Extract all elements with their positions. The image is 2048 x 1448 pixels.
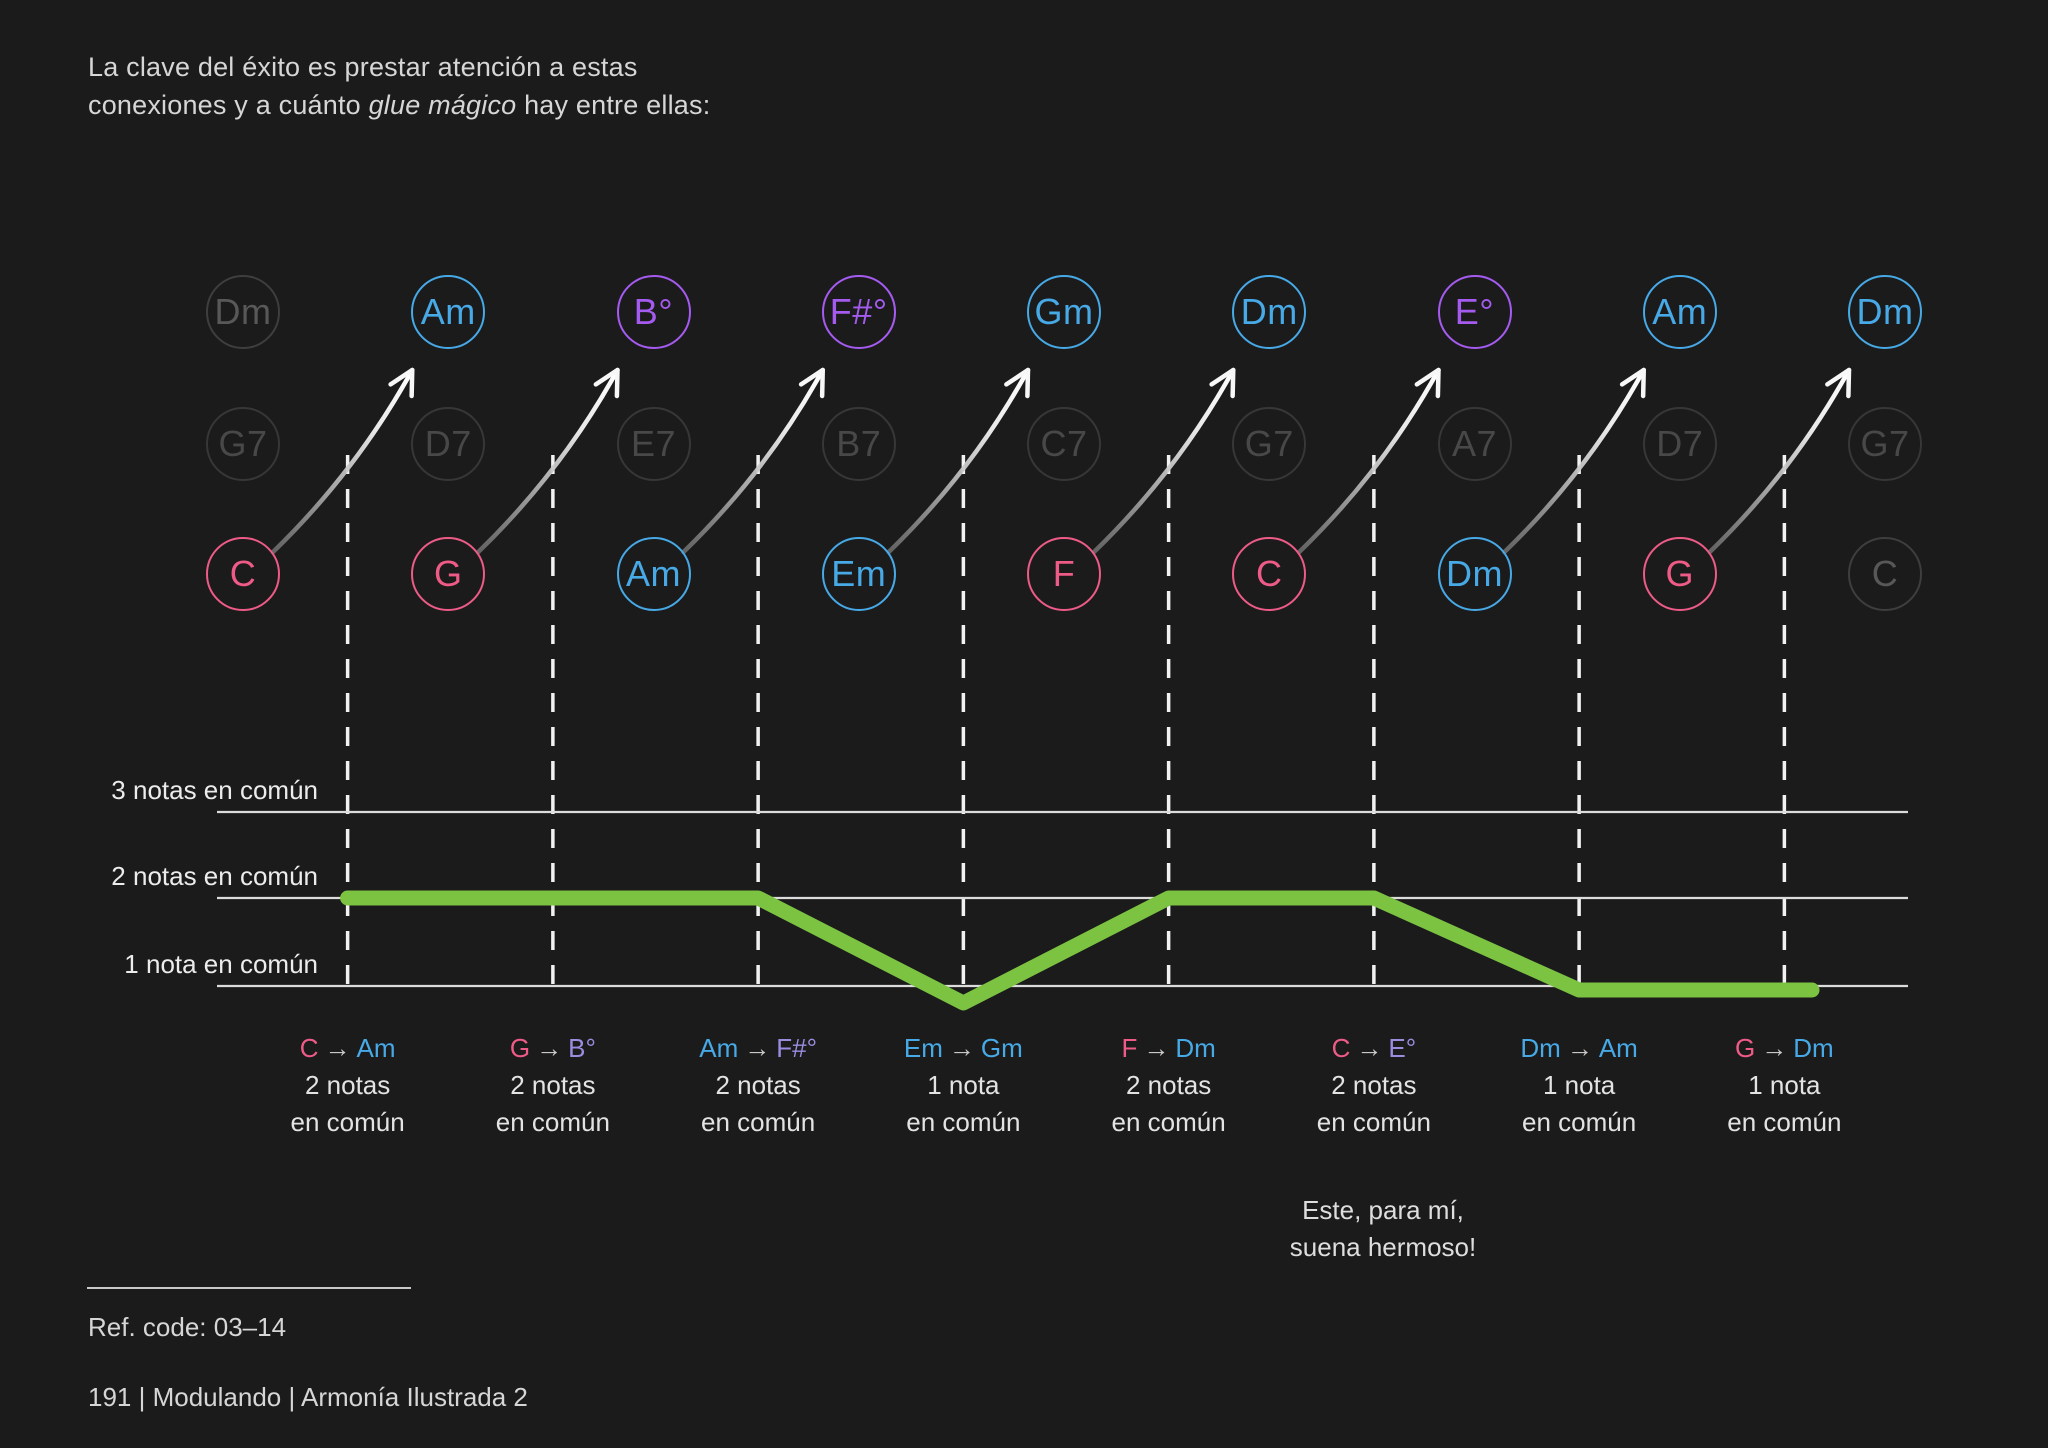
transition-label-4 (904, 1030, 1023, 1141)
transition-count: 2 notas (304, 1070, 391, 1100)
transition-from-chord: C (299, 1033, 319, 1063)
transition-common: en común (1522, 1107, 1637, 1137)
chord-circle-top-col5: Gm (1027, 275, 1101, 349)
chord-circle-bottom-col1: C (206, 537, 280, 611)
transition-label-5 (1112, 1030, 1226, 1141)
transition-arrow-glyph: → (1761, 1033, 1788, 1063)
chord-circle-top-col3: B° (617, 275, 691, 349)
transition-count: 1 nota (1748, 1070, 1821, 1100)
chord-circle-bottom-col7: Dm (1438, 537, 1512, 611)
chord-circle-mid-col4: B7 (822, 407, 896, 481)
transition-arrow-glyph: → (1566, 1033, 1593, 1063)
transition-pair (1112, 1030, 1226, 1067)
transition-count: 2 notas (1331, 1070, 1417, 1100)
transition-count: 2 notas (510, 1070, 596, 1100)
chord-circle-bottom-col6: C (1232, 537, 1306, 611)
chord-circle-top-col4: F#° (822, 275, 896, 349)
transition-to-chord: E° (1388, 1033, 1417, 1063)
chord-circle-mid-col2: D7 (411, 407, 485, 481)
transition-arrow-6 (1299, 370, 1438, 552)
intro-line1: La clave del éxito es prestar atención a estas (88, 52, 638, 82)
transition-from-chord: Dm (1520, 1033, 1561, 1063)
chord-circle-bottom-col5: F (1027, 537, 1101, 611)
transition-from-chord: G (1735, 1033, 1756, 1063)
transition-common: en común (701, 1107, 816, 1137)
transition-label-1 (291, 1030, 405, 1141)
transition-pair (1317, 1030, 1431, 1067)
chord-circle-mid-col8: D7 (1643, 407, 1717, 481)
axis-label-2-notes: 2 notas en común (111, 861, 318, 891)
transition-common: en común (1727, 1107, 1842, 1137)
intro-line2-pre: conexiones y a cuánto (88, 90, 369, 120)
transition-label-8 (1727, 1030, 1841, 1141)
transition-common: en común (906, 1107, 1021, 1137)
transition-arrow-1 (273, 370, 412, 552)
transition-pair (496, 1030, 610, 1067)
chord-circle-mid-col1: G7 (206, 407, 280, 481)
transition-pair (699, 1030, 817, 1067)
footer-book-title: 191 | Modulando | Armonía Ilustrada 2 (88, 1382, 528, 1412)
transition-arrow-glyph: → (536, 1033, 563, 1063)
axis-label-3-notes: 3 notas en común (111, 775, 318, 805)
transition-arrow-4 (889, 370, 1028, 552)
chord-circle-bottom-col4: Em (822, 537, 896, 611)
transition-from-chord: Am (699, 1033, 739, 1063)
transition-pair (1727, 1030, 1841, 1067)
common-notes-line (348, 898, 1812, 1003)
transition-arrow-glyph: → (1356, 1033, 1383, 1063)
transition-count: 1 nota (1542, 1070, 1616, 1100)
footer-ref-code: Ref. code: 03–14 (88, 1312, 287, 1342)
annotation-note (1290, 1192, 1476, 1266)
transition-arrow-8 (1710, 370, 1849, 552)
transition-common: en común (290, 1107, 405, 1137)
transition-count: 1 nota (927, 1070, 1000, 1100)
transition-to-chord: Dm (1175, 1033, 1216, 1063)
annotation-note-line1: Este, para mí, (1302, 1195, 1464, 1225)
transition-from-chord: G (509, 1033, 531, 1063)
transition-arrow-2 (478, 370, 617, 552)
transition-to-chord: Gm (980, 1033, 1023, 1063)
footer-divider (87, 1287, 411, 1289)
intro-line2-italic: glue mágico (368, 90, 517, 120)
axis-label-1-note: 1 nota en común (124, 949, 318, 979)
chord-circle-top-col7: E° (1438, 275, 1512, 349)
transition-arrow-5 (1094, 370, 1233, 552)
transition-arrow-glyph: → (948, 1033, 975, 1063)
chord-circle-top-col9: Dm (1848, 275, 1922, 349)
transition-arrow-glyph: → (1143, 1033, 1170, 1063)
chord-circle-top-col1: Dm (206, 275, 280, 349)
transition-to-chord: Am (1598, 1033, 1638, 1063)
chord-circle-top-col8: Am (1643, 275, 1717, 349)
chord-circle-top-col6: Dm (1232, 275, 1306, 349)
transition-from-chord: Em (903, 1033, 943, 1063)
transition-to-chord: Dm (1793, 1033, 1834, 1063)
transition-label-3 (699, 1030, 817, 1141)
transition-label-7 (1520, 1030, 1637, 1141)
chord-circle-bottom-col9: C (1848, 537, 1922, 611)
chord-circle-top-col2: Am (411, 275, 485, 349)
transition-count: 2 notas (1125, 1070, 1212, 1100)
common-notes-line-group (348, 898, 1812, 1003)
transition-from-chord: C (1331, 1033, 1351, 1063)
transition-label-2 (496, 1030, 610, 1141)
chord-circle-mid-col6: G7 (1232, 407, 1306, 481)
transition-label-6 (1317, 1030, 1431, 1141)
transition-common: en común (495, 1107, 610, 1137)
intro-line2-post: hay entre ellas: (516, 90, 711, 120)
transition-from-chord: F (1121, 1033, 1138, 1063)
chord-circle-mid-col3: E7 (617, 407, 691, 481)
transition-common: en común (1111, 1107, 1226, 1137)
transition-pair (291, 1030, 405, 1067)
transition-count: 2 notas (715, 1070, 801, 1100)
transition-pair (1520, 1030, 1637, 1067)
chord-circle-mid-col9: G7 (1848, 407, 1922, 481)
transition-arrow-7 (1505, 370, 1644, 552)
transition-arrow-glyph: → (744, 1033, 771, 1063)
chord-circle-bottom-col8: G (1643, 537, 1717, 611)
transition-to-chord: F#° (776, 1033, 817, 1063)
transition-common: en común (1316, 1107, 1431, 1137)
annotation-note-line2: suena hermoso! (1289, 1232, 1477, 1262)
transition-to-chord: B° (568, 1033, 596, 1063)
chord-circle-mid-col5: C7 (1027, 407, 1101, 481)
chord-circle-mid-col7: A7 (1438, 407, 1512, 481)
transition-pair (904, 1030, 1023, 1067)
chord-circle-bottom-col2: G (411, 537, 485, 611)
chord-circle-bottom-col3: Am (617, 537, 691, 611)
transition-arrow-glyph: → (324, 1033, 351, 1063)
transition-to-chord: Am (356, 1033, 396, 1063)
transition-arrow-3 (684, 370, 823, 552)
